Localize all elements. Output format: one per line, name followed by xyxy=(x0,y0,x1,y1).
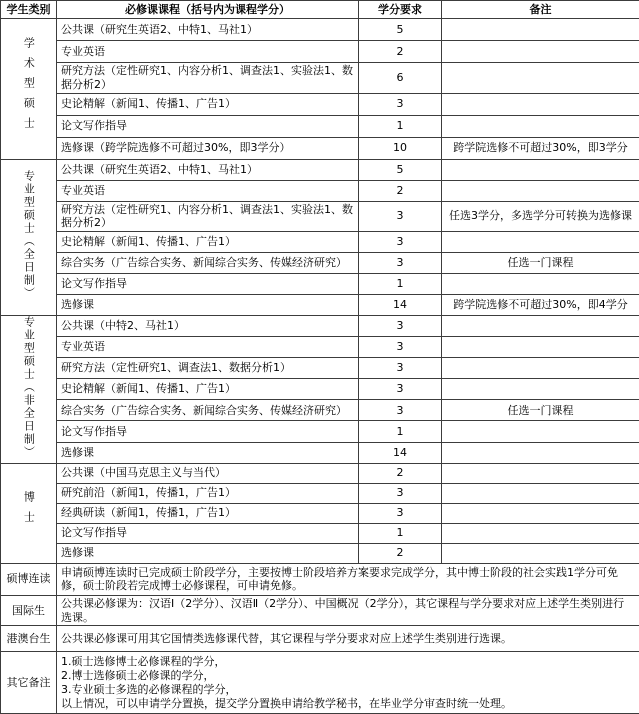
course-row xyxy=(1,19,639,41)
credit-requirement-cell: 5 xyxy=(359,159,442,180)
remark-cell xyxy=(442,543,639,563)
credit-requirement-cell: 14 xyxy=(359,295,442,316)
course-name-cell: 经典研读（新闻1，传播1，广告1） xyxy=(57,503,359,523)
course-row xyxy=(1,442,639,463)
remark-cell xyxy=(442,316,639,337)
note-category-cell: 其它备注 xyxy=(1,652,57,714)
course-row xyxy=(1,523,639,543)
course-row xyxy=(1,115,639,137)
course-name-cell: 公共课（中国马克思主义与当代） xyxy=(57,463,359,483)
remark-cell xyxy=(442,379,639,400)
course-row xyxy=(1,483,639,503)
course-row xyxy=(1,316,639,337)
credit-requirement-cell: 3 xyxy=(359,358,442,379)
course-name-cell: 研究方法（定性研究1、调查法1、数据分析1） xyxy=(57,358,359,379)
remark-cell xyxy=(442,41,639,63)
note-row xyxy=(1,595,639,626)
student-category-label: 专业型硕士（非全日制） xyxy=(22,316,36,459)
course-name-cell: 专业英语 xyxy=(57,180,359,201)
note-row xyxy=(1,652,639,714)
course-name-cell: 研究方法（定性研究1、内容分析1、调查法1、实验法1、数据分析2） xyxy=(57,201,359,232)
student-category-cell xyxy=(1,316,57,464)
course-row xyxy=(1,232,639,253)
course-name-cell: 史论精解（新闻1、传播1、广告1） xyxy=(57,93,359,115)
note-line: 2.博士选修硕士必修课的学分， xyxy=(61,669,635,683)
note-content-cell xyxy=(57,652,639,714)
course-name-cell: 公共课（研究生英语2、中特1、马社1） xyxy=(57,159,359,180)
course-name-cell: 史论精解（新闻1、传播1、广告1） xyxy=(57,379,359,400)
course-row xyxy=(1,463,639,483)
course-name-cell: 选修课 xyxy=(57,442,359,463)
course-row xyxy=(1,41,639,63)
credit-requirement-cell: 3 xyxy=(359,503,442,523)
student-category-cell xyxy=(1,19,57,160)
credit-requirement-cell: 1 xyxy=(359,274,442,295)
course-name-cell: 公共课（中特2、马社1） xyxy=(57,316,359,337)
course-row xyxy=(1,274,639,295)
course-name-cell: 研究前沿（新闻1，传播1，广告1） xyxy=(57,483,359,503)
credit-requirement-cell: 2 xyxy=(359,180,442,201)
course-row xyxy=(1,253,639,274)
course-row xyxy=(1,180,639,201)
course-row xyxy=(1,137,639,159)
note-content-cell xyxy=(57,595,639,626)
remark-cell: 任选3学分，多选学分可转换为选修课 xyxy=(442,201,639,232)
remark-cell xyxy=(442,463,639,483)
note-line: 申请硕博连读时已完成硕士阶段学分，主要按博士阶段培养方案要求完成学分，其中博士阶段的社会实践1学分可免修，硕士阶段若完成博士必修课程，可申请免修。 xyxy=(61,566,635,594)
remark-cell xyxy=(442,180,639,201)
remark-cell xyxy=(442,421,639,442)
note-row xyxy=(1,626,639,652)
note-line: 以上情况，可以申请学分置换，提交学分置换申请给教学秘书，在毕业学分审查时统一处理。 xyxy=(61,697,635,711)
remark-cell: 任选一门课程 xyxy=(442,400,639,421)
remark-cell xyxy=(442,159,639,180)
credit-requirement-cell: 1 xyxy=(359,421,442,442)
credit-requirement-cell: 2 xyxy=(359,463,442,483)
credit-requirement-cell: 5 xyxy=(359,19,442,41)
header-student-category: 学生类别 xyxy=(1,1,57,19)
course-row xyxy=(1,63,639,94)
student-category-label: 专业型硕士（全日制） xyxy=(22,170,36,300)
remark-cell xyxy=(442,63,639,94)
credit-requirement-cell: 3 xyxy=(359,253,442,274)
course-name-cell: 史论精解（新闻1、传播1、广告1） xyxy=(57,232,359,253)
note-category-cell: 硕博连读 xyxy=(1,563,57,595)
course-name-cell: 论文写作指导 xyxy=(57,274,359,295)
course-name-cell: 论文写作指导 xyxy=(57,523,359,543)
header-remarks: 备注 xyxy=(442,1,639,19)
credit-requirement-cell: 6 xyxy=(359,63,442,94)
note-line: 公共课必修课可用其它国情类选修课代替，其它课程与学分要求对应上述学生类别进行选课。 xyxy=(61,632,635,646)
course-row xyxy=(1,503,639,523)
course-name-cell: 选修课 xyxy=(57,543,359,563)
note-content-cell xyxy=(57,626,639,652)
note-category-cell: 港澳台生 xyxy=(1,626,57,652)
note-row xyxy=(1,563,639,595)
course-row xyxy=(1,201,639,232)
remark-cell xyxy=(442,442,639,463)
remark-cell xyxy=(442,115,639,137)
header-required-courses: 必修课课程（括号内为课程学分） xyxy=(57,1,359,19)
course-name-cell: 研究方法（定性研究1、内容分析1、调查法1、实验法1、数据分析2） xyxy=(57,63,359,94)
course-name-cell: 综合实务（广告综合实务、新闻综合实务、传媒经济研究） xyxy=(57,253,359,274)
credit-requirement-cell: 3 xyxy=(359,483,442,503)
credit-requirement-cell: 3 xyxy=(359,232,442,253)
credit-requirement-cell: 3 xyxy=(359,201,442,232)
course-name-cell: 专业英语 xyxy=(57,337,359,358)
note-category-cell: 国际生 xyxy=(1,595,57,626)
student-category-cell xyxy=(1,159,57,316)
credit-requirement-cell: 3 xyxy=(359,379,442,400)
remark-cell xyxy=(442,337,639,358)
course-row xyxy=(1,400,639,421)
remark-cell xyxy=(442,93,639,115)
note-content-cell xyxy=(57,563,639,595)
course-name-cell: 综合实务（广告综合实务、新闻综合实务、传媒经济研究） xyxy=(57,400,359,421)
credit-requirement-cell: 3 xyxy=(359,400,442,421)
remark-cell: 跨学院选修不可超过30%，即4学分 xyxy=(442,295,639,316)
credit-requirement-cell: 14 xyxy=(359,442,442,463)
remark-cell xyxy=(442,358,639,379)
remark-cell: 跨学院选修不可超过30%，即3学分 xyxy=(442,137,639,159)
course-row xyxy=(1,358,639,379)
credit-requirement-cell: 1 xyxy=(359,523,442,543)
course-name-cell: 论文写作指导 xyxy=(57,421,359,442)
note-line: 公共课必修课为：汉语Ⅰ（2学分）、汉语Ⅱ（2学分）、中国概况（2学分），其它课程与学分要求对应上述学生类别进行选课。 xyxy=(61,597,635,625)
course-row xyxy=(1,543,639,563)
credit-requirement-cell: 10 xyxy=(359,137,442,159)
remark-cell xyxy=(442,274,639,295)
course-row xyxy=(1,295,639,316)
course-name-cell: 专业英语 xyxy=(57,41,359,63)
note-line: 3.专业硕士多选的必修课程的学分， xyxy=(61,683,635,697)
course-row xyxy=(1,337,639,358)
credit-requirement-cell: 3 xyxy=(359,337,442,358)
credit-requirement-cell: 3 xyxy=(359,93,442,115)
remark-cell xyxy=(442,523,639,543)
remark-cell xyxy=(442,232,639,253)
course-name-cell: 论文写作指导 xyxy=(57,115,359,137)
course-row xyxy=(1,93,639,115)
credit-requirement-cell: 1 xyxy=(359,115,442,137)
course-row xyxy=(1,379,639,400)
header-credit-requirement: 学分要求 xyxy=(359,1,442,19)
remark-cell xyxy=(442,503,639,523)
credit-requirement-cell: 2 xyxy=(359,41,442,63)
credit-requirement-cell: 3 xyxy=(359,316,442,337)
remark-cell xyxy=(442,483,639,503)
remark-cell xyxy=(442,19,639,41)
credit-requirement-cell: 2 xyxy=(359,543,442,563)
course-name-cell: 选修课 xyxy=(57,295,359,316)
course-name-cell: 公共课（研究生英语2、中特1、马社1） xyxy=(57,19,359,41)
note-line: 1.硕士选修博士必修课程的学分， xyxy=(61,655,635,669)
student-category-label: 学术型硕士 xyxy=(22,37,36,137)
course-name-cell: 选修课（跨学院选修不可超过30%，即3学分） xyxy=(57,137,359,159)
header-row xyxy=(1,1,639,19)
student-category-label: 博士 xyxy=(22,491,36,531)
course-row xyxy=(1,159,639,180)
student-category-cell xyxy=(1,463,57,563)
remark-cell: 任选一门课程 xyxy=(442,253,639,274)
course-row xyxy=(1,421,639,442)
